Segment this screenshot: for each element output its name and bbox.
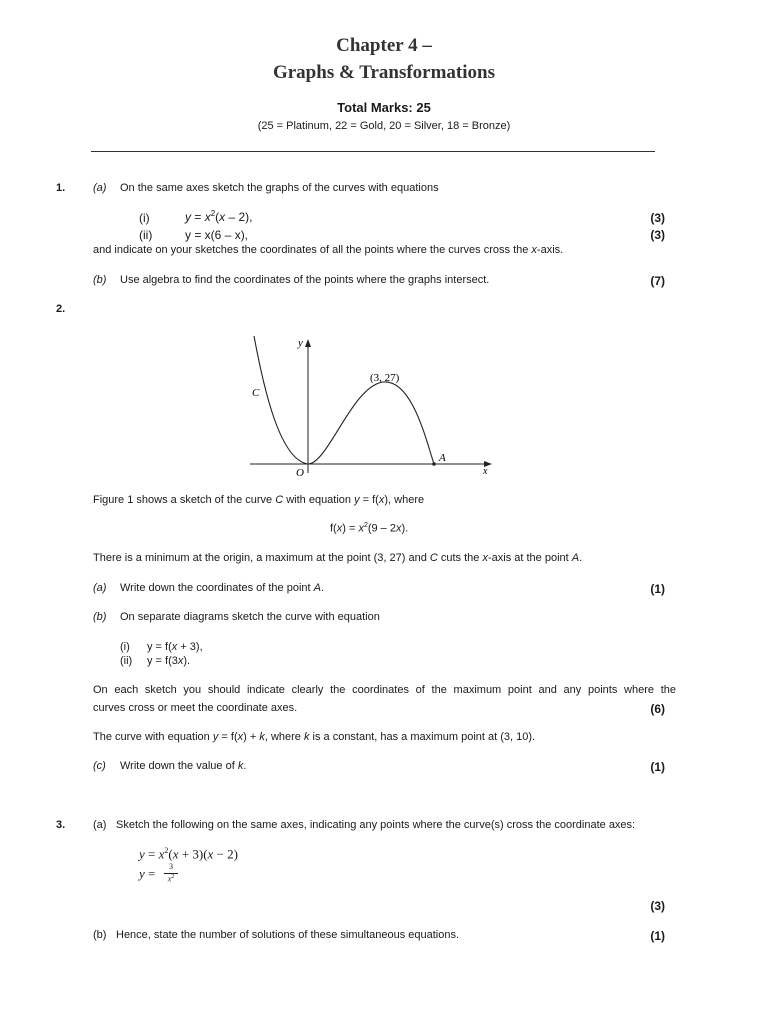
question-1-number: 1.	[56, 182, 66, 194]
total-marks: Total Marks: 25	[337, 100, 431, 115]
q2-sketch-instruction-line1: On each sketch you should indicate clearly the coordinates of the maximum point and any points where the	[93, 684, 676, 696]
q1-part-b-label: (b)	[93, 274, 107, 286]
chapter-heading: Chapter 4 –	[336, 35, 432, 56]
maximum-point-label: (3, 27)	[370, 372, 400, 384]
q3-part-b-marks: (1)	[650, 929, 665, 943]
figure-1-curve-sketch	[240, 330, 500, 480]
q1-part-a-text: On the same axes sketch the graphs of the curves with equations	[120, 182, 439, 194]
q2-part-b-text: On separate diagrams sketch the curve with equation	[120, 611, 380, 623]
point-a-label: A	[439, 452, 446, 464]
q1-i-label: (i)	[139, 211, 150, 225]
q3-part-b-label: (b)	[93, 929, 107, 941]
y-axis-arrow	[305, 339, 311, 347]
q1-ii-equation: y = x(6 – x),	[185, 228, 249, 242]
question-3-number: 3.	[56, 819, 66, 831]
q1-i-equation: $y = x^2(x - 2)$,	[185, 209, 253, 224]
q2-figure-description: Figure 1 shows a sketch of the curve C with equation y = f(x), where	[93, 494, 425, 506]
header-divider	[91, 151, 655, 152]
curve-c-label: C	[252, 387, 260, 399]
q2-part-a-marks: (1)	[650, 582, 665, 596]
q2-part-b-marks: (6)	[650, 702, 665, 716]
origin-label: O	[296, 467, 304, 479]
q3-part-b-text: Hence, state the number of solutions of these simultaneous equations.	[116, 929, 460, 941]
question-2-number: 2.	[56, 303, 66, 315]
q2-sketch-instruction-line2: curves cross or meet the coordinate axes.	[93, 702, 298, 714]
q3-part-a-label: (a)	[93, 819, 107, 831]
q1-ii-label: (ii)	[139, 228, 153, 242]
q1-part-b-marks: (7)	[650, 274, 665, 288]
q1-i-marks: (3)	[650, 211, 665, 225]
q2-curve-description: There is a minimum at the origin, a maximum at the point (3, 27) and C cuts the x-axis at the point A.	[93, 552, 583, 564]
point-a-dot	[432, 462, 436, 466]
x-axis-label: x	[483, 466, 488, 477]
q3-part-a-marks: (3)	[650, 899, 665, 913]
q3-equation-2: y =	[139, 866, 156, 881]
q2-part-c-label: (c)	[93, 760, 106, 772]
q1-ii-marks: (3)	[650, 228, 665, 242]
q3-equation-2-denominator: $x^2$	[167, 874, 175, 884]
y-axis-label: y	[298, 337, 303, 349]
q2-part-c-marks: (1)	[650, 760, 665, 774]
q2-part-a-text: Write down the coordinates of the point A.	[120, 582, 325, 594]
q2-b-i-equation: y = f(x + 3),	[147, 641, 203, 653]
q1-part-a-label: (a)	[93, 182, 107, 194]
q2-k-description: The curve with equation y = f(x) + k, where k is a constant, has a maximum point at (3, 10).	[93, 731, 536, 743]
q2-part-b-label: (b)	[93, 611, 107, 623]
q2-part-a-label: (a)	[93, 582, 107, 594]
q1-part-b-text: Use algebra to find the coordinates of the points where the graphs intersect.	[120, 274, 490, 286]
q2-b-i-label: (i)	[120, 641, 130, 653]
q3-part-a-text: Sketch the following on the same axes, indicating any points where the curve(s) cross the coordinate axes:	[116, 819, 636, 831]
chapter-subtitle: Graphs & Transformations	[272, 62, 496, 83]
q2-b-ii-label: (ii)	[120, 655, 133, 667]
q2-function-definition: $f(x) = x^2(9 - 2x)$.	[330, 522, 409, 535]
q1-indicate-text: and indicate on your sketches the coordinates of all the points where the curves cross the x-axis.	[93, 244, 564, 256]
q2-b-ii-equation: y = f(3x).	[147, 655, 191, 667]
q3-equation-1: $y = x^2(x + 3)(x - 2)$	[139, 846, 238, 862]
curve-c	[254, 336, 434, 464]
grade-boundaries: (25 = Platinum, 22 = Gold, 20 = Silver, 18 = Bronze)	[257, 120, 511, 132]
q3-equation-2-numerator: 3	[169, 862, 173, 871]
q2-part-c-text: Write down the value of k.	[120, 760, 247, 772]
